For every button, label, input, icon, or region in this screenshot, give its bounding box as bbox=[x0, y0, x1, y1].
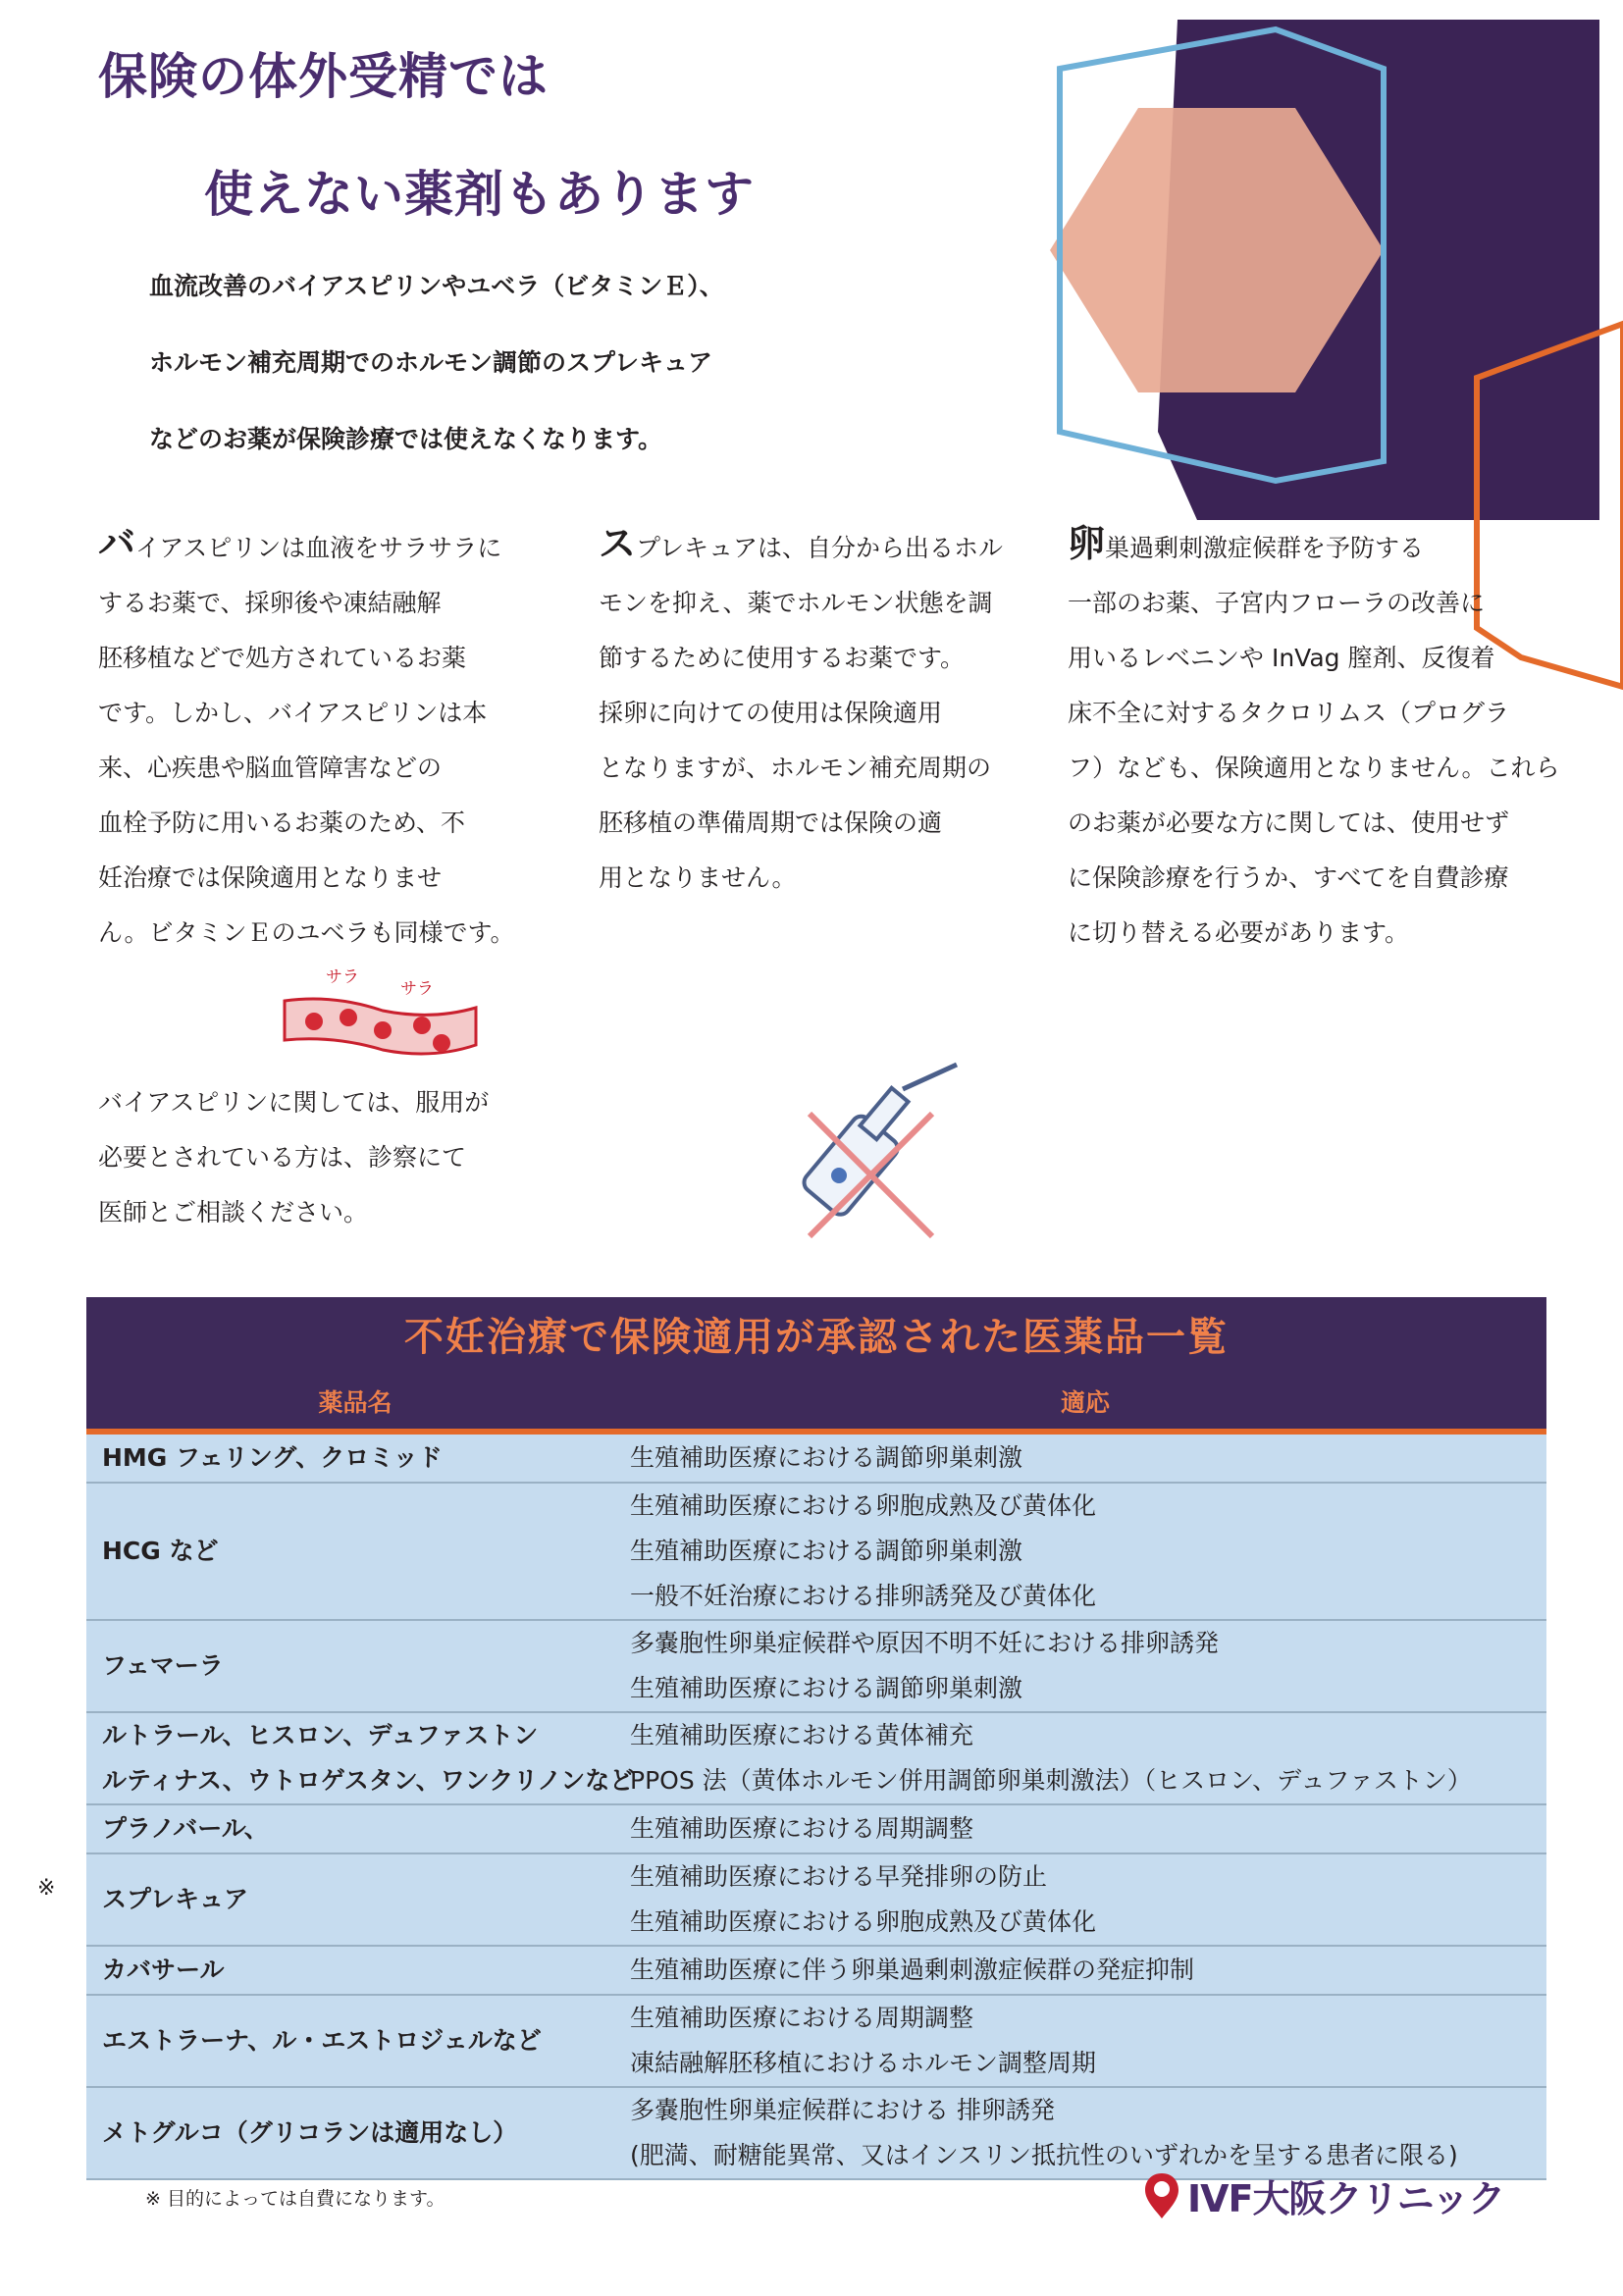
column-baiaspirin bbox=[98, 516, 515, 961]
medicine-name: HMG フェリング、クロミッド bbox=[102, 1443, 443, 1472]
col-line: のお薬が必要な方に関しては、使用せず bbox=[1068, 809, 1510, 837]
indication-text: PPOS 法（黄体ホルモン併用調節卵巣刺激法）（ヒスロン、デュファストン） bbox=[630, 1766, 1472, 1795]
indication-text: 生殖補助医療における早発排卵の防止 bbox=[630, 1862, 1048, 1891]
indication-text: 生殖補助医療における卵胞成熟及び黄体化 bbox=[630, 1491, 1097, 1520]
medicine-name: プラノバール、 bbox=[102, 1814, 269, 1843]
medicine-name-cell bbox=[86, 1435, 620, 1482]
col-line: となりますが、ホルモン補充周期の bbox=[599, 754, 992, 782]
indication-text: 生殖補助医療における調節卵巣刺激 bbox=[630, 1674, 1023, 1702]
medicine-name: HCG など bbox=[102, 1537, 219, 1565]
col-line: 用いるレベニンや InVag 膣剤、反復着 bbox=[1068, 644, 1495, 672]
col-line: 妊治療では保険適用となりませ bbox=[98, 863, 443, 892]
footnote: ※ 目的によっては自費になります。 bbox=[145, 2188, 445, 2210]
medicine-name: メトグルコ（グリコランは適用なし） bbox=[102, 2118, 518, 2147]
baiaspirin-note bbox=[98, 1075, 489, 1240]
lead-char: ス bbox=[599, 522, 637, 565]
medicine-name-cell bbox=[86, 1996, 620, 2086]
page-title-line-2: 使えない薬剤もあります bbox=[204, 166, 755, 223]
indication-text: 多嚢胞性卵巣症候群や原因不明不妊における排卵誘発 bbox=[630, 1629, 1220, 1657]
table-title: 不妊治療で保険適用が承認された医薬品一覧 bbox=[86, 1297, 1546, 1378]
indication-cell bbox=[620, 1713, 1546, 1803]
col-line: です。しかし、バイアスピリンは本 bbox=[98, 699, 488, 727]
indication-cell bbox=[620, 1435, 1546, 1482]
col-line: フ）なども、保険適用となりません。これら bbox=[1068, 754, 1560, 782]
table-header bbox=[86, 1378, 1546, 1435]
indication-text: 生殖補助医療における調節卵巣刺激 bbox=[630, 1537, 1023, 1565]
indication-text: 生殖補助医療における黄体補充 bbox=[630, 1721, 974, 1749]
col-line: 用となりません。 bbox=[599, 863, 797, 892]
medicine-name-cell bbox=[86, 1947, 620, 1994]
column-others bbox=[1068, 516, 1560, 961]
col-line: 胚移植などで処方されているお薬 bbox=[98, 644, 467, 672]
intro-line-1: 血流改善のバイアスピリンやユベラ（ビタミンＥ）、 bbox=[149, 272, 724, 300]
table-body bbox=[86, 1435, 1546, 2180]
indication-text: 凍結融解胚移植におけるホルモン調整周期 bbox=[630, 2049, 1097, 2077]
indication-cell bbox=[620, 1947, 1546, 1994]
indication-text: 生殖補助医療における卵胞成熟及び黄体化 bbox=[630, 1907, 1097, 1936]
col-line: 血栓予防に用いるお薬のため、不 bbox=[98, 809, 466, 837]
col-line: 胚移植の準備周期では保険の適 bbox=[599, 809, 943, 837]
lead-char: バ bbox=[98, 522, 136, 565]
page-title-line-1: 保険の体外受精では bbox=[98, 48, 549, 105]
col-line: 採卵に向けての使用は保険適用 bbox=[599, 699, 943, 727]
medicine-name-cell bbox=[86, 1484, 620, 1619]
col-line: 来、心疾患や脳血管障害などの bbox=[98, 754, 443, 782]
clinic-name: IVF大阪クリニック bbox=[1187, 2177, 1505, 2220]
col-first-line: イアスピリンは血液をサラサラに bbox=[135, 534, 502, 562]
col-line: ん。ビタミンＥのユベラも同様です。 bbox=[98, 918, 515, 947]
note-line: 必要とされている方は、診察にて bbox=[98, 1143, 467, 1172]
indication-text: 生殖補助医療における周期調整 bbox=[630, 2004, 974, 2032]
medicine-name-cell bbox=[86, 1713, 635, 1803]
illustration-label: サラ bbox=[326, 967, 359, 987]
indication-cell bbox=[620, 1805, 1546, 1852]
medicine-name: エストラーナ、ル・エストロジェルなど bbox=[102, 2026, 542, 2055]
table-row bbox=[86, 1713, 1546, 1805]
medicine-name-cell bbox=[86, 1854, 620, 1945]
col-line: に切り替える必要があります。 bbox=[1068, 918, 1410, 947]
note-line: 医師とご相談ください。 bbox=[98, 1198, 369, 1226]
medicine-name: ルトラール、ヒスロン、デュファストン bbox=[102, 1721, 539, 1749]
table-row bbox=[86, 2088, 1546, 2180]
indication-text: 生殖補助医療に伴う卵巣過剰刺激症候群の発症抑制 bbox=[630, 1956, 1195, 1984]
header-indication: 適応 bbox=[1060, 1388, 1110, 1417]
table-row bbox=[86, 1805, 1546, 1854]
col-line: するお薬で、採卵後や凍結融解 bbox=[98, 589, 442, 617]
table-row bbox=[86, 1484, 1546, 1621]
col-line: 一部のお薬、子宮内フローラの改善に bbox=[1068, 589, 1486, 617]
medicine-name: カバサール bbox=[102, 1956, 225, 1984]
indication-cell bbox=[620, 1854, 1546, 1945]
col-first-line: プレキュアは、自分から出るホル bbox=[636, 534, 1004, 562]
note-line: バイアスピリンに関しては、服用が bbox=[98, 1088, 490, 1117]
col-line: モンを抑え、薬でホルモン状態を調 bbox=[599, 589, 993, 617]
indication-text: 生殖補助医療における調節卵巣刺激 bbox=[630, 1443, 1023, 1472]
intro-line-2: ホルモン補充周期でのホルモン調節のスプレキュア bbox=[149, 348, 713, 377]
col-line: に保険診療を行うか、すべてを自費診療 bbox=[1068, 863, 1509, 892]
clinic-logo-icon bbox=[1142, 2171, 1181, 2220]
medicine-name: フェマーラ bbox=[102, 1651, 224, 1680]
illustration-label: サラ bbox=[400, 979, 434, 999]
header-medicine-name: 薬品名 bbox=[318, 1388, 393, 1417]
table-row bbox=[86, 1435, 1546, 1484]
indication-cell bbox=[620, 1484, 1546, 1619]
medicine-name-cell bbox=[86, 1805, 620, 1852]
indication-cell bbox=[620, 2088, 1546, 2178]
crossed-out-spray-icon bbox=[795, 1060, 981, 1246]
lead-char: 卵 bbox=[1068, 522, 1106, 565]
clinic-logo bbox=[1142, 2168, 1504, 2222]
indication-text: 生殖補助医療における周期調整 bbox=[630, 1814, 974, 1843]
table-row bbox=[86, 1996, 1546, 2088]
col-first-line: 巣過剰刺激症候群を予防する bbox=[1105, 534, 1425, 562]
table-row bbox=[86, 1947, 1546, 1996]
asterisk-mark: ※ bbox=[37, 1876, 56, 1901]
table-row bbox=[86, 1621, 1546, 1713]
indication-cell bbox=[620, 1996, 1546, 2086]
medicine-name-cell bbox=[86, 2088, 620, 2178]
col-line: 床不全に対するタクロリムス（プログラ bbox=[1068, 699, 1510, 727]
table-row bbox=[86, 1854, 1546, 1947]
column-suprecur bbox=[599, 516, 1011, 906]
indication-text: 多嚢胞性卵巣症候群における 排卵誘発 bbox=[630, 2096, 1055, 2124]
col-line: 節するために使用するお薬です。 bbox=[599, 644, 966, 672]
medicine-name: スプレキュア bbox=[102, 1885, 249, 1913]
medicine-name: ルティナス、ウトロゲスタン、ワンクリノンなど bbox=[102, 1766, 635, 1795]
medicine-name-cell bbox=[86, 1621, 620, 1711]
intro-line-3: などのお薬が保険診療では使えなくなります。 bbox=[149, 425, 663, 453]
medicine-table bbox=[86, 1297, 1546, 2180]
blood-vessel-icon bbox=[275, 957, 491, 1070]
indication-text: (肥満、耐糖能異常、又はインスリン抵抗性のいずれかを呈する患者に限る) bbox=[630, 2141, 1458, 2169]
indication-text: 一般不妊治療における排卵誘発及び黄体化 bbox=[630, 1582, 1097, 1610]
indication-cell bbox=[620, 1621, 1546, 1711]
